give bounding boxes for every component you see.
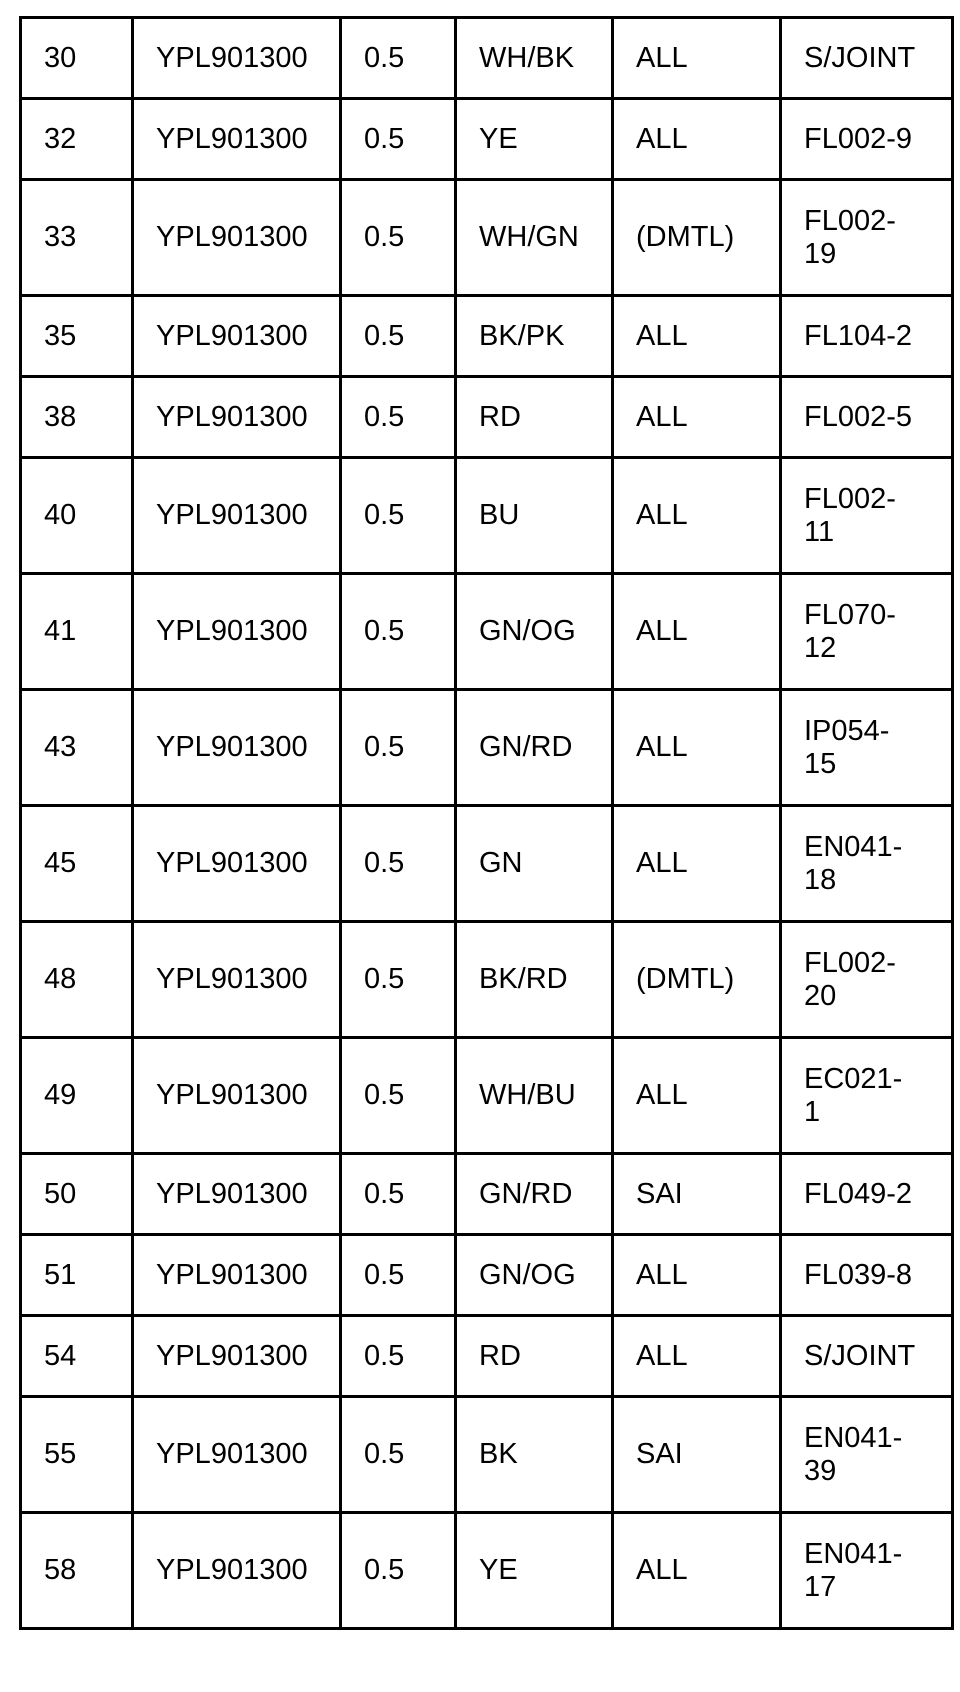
part-number-cell: YPL901300 [133, 806, 341, 922]
wire-color-cell: RD [456, 377, 613, 458]
part-number-cell: YPL901300 [133, 18, 341, 99]
connector-ref-cell: FL070- 12 [781, 574, 953, 690]
table-row [21, 1513, 953, 1629]
table-row [21, 1397, 953, 1513]
connector-ref-cell: IP054- 15 [781, 690, 953, 806]
part-number-cell: YPL901300 [133, 690, 341, 806]
table-row [21, 574, 953, 690]
wire-number-cell: 38 [21, 377, 133, 458]
connector-ref-cell: EN041- 39 [781, 1397, 953, 1513]
table-row [21, 922, 953, 1038]
connector-ref-cell: FL002-9 [781, 99, 953, 180]
wire-color-cell: GN/RD [456, 1154, 613, 1235]
table-row [21, 1316, 953, 1397]
part-number-cell: YPL901300 [133, 1397, 341, 1513]
connector-ref-cell: FL002- 20 [781, 922, 953, 1038]
wire-size-cell: 0.5 [341, 377, 456, 458]
wire-size-cell: 0.5 [341, 18, 456, 99]
part-number-cell: YPL901300 [133, 574, 341, 690]
variant-cell: ALL [613, 99, 781, 180]
wire-size-cell: 0.5 [341, 1154, 456, 1235]
table-row [21, 99, 953, 180]
variant-cell: (DMTL) [613, 180, 781, 296]
part-number-cell: YPL901300 [133, 1154, 341, 1235]
wire-size-cell: 0.5 [341, 690, 456, 806]
part-number-cell: YPL901300 [133, 1316, 341, 1397]
wire-number-cell: 50 [21, 1154, 133, 1235]
connector-ref-cell: S/JOINT [781, 1316, 953, 1397]
wire-size-cell: 0.5 [341, 99, 456, 180]
connector-ref-cell: S/JOINT [781, 18, 953, 99]
wire-size-cell: 0.5 [341, 296, 456, 377]
wire-size-cell: 0.5 [341, 458, 456, 574]
wire-color-cell: WH/BU [456, 1038, 613, 1154]
table-row [21, 806, 953, 922]
wire-color-cell: WH/BK [456, 18, 613, 99]
wire-number-cell: 35 [21, 296, 133, 377]
wire-number-cell: 54 [21, 1316, 133, 1397]
wire-color-cell: GN [456, 806, 613, 922]
connector-ref-cell: FL002- 19 [781, 180, 953, 296]
wire-table-sheet [19, 16, 951, 1630]
table-row [21, 377, 953, 458]
part-number-cell: YPL901300 [133, 1513, 341, 1629]
variant-cell: ALL [613, 1513, 781, 1629]
connector-ref-cell: FL039-8 [781, 1235, 953, 1316]
wire-color-cell: RD [456, 1316, 613, 1397]
connector-ref-cell: EN041- 17 [781, 1513, 953, 1629]
variant-cell: SAI [613, 1154, 781, 1235]
variant-cell: ALL [613, 296, 781, 377]
wire-table [19, 16, 954, 1630]
wire-size-cell: 0.5 [341, 1513, 456, 1629]
wire-number-cell: 51 [21, 1235, 133, 1316]
wire-color-cell: BK/PK [456, 296, 613, 377]
wire-color-cell: YE [456, 99, 613, 180]
variant-cell: ALL [613, 1316, 781, 1397]
wire-size-cell: 0.5 [341, 574, 456, 690]
wire-color-cell: GN/RD [456, 690, 613, 806]
connector-ref-cell: FL002-5 [781, 377, 953, 458]
wire-number-cell: 33 [21, 180, 133, 296]
wire-number-cell: 41 [21, 574, 133, 690]
table-row [21, 180, 953, 296]
wire-number-cell: 43 [21, 690, 133, 806]
wire-number-cell: 58 [21, 1513, 133, 1629]
wire-number-cell: 32 [21, 99, 133, 180]
table-row [21, 1038, 953, 1154]
variant-cell: ALL [613, 458, 781, 574]
wire-number-cell: 49 [21, 1038, 133, 1154]
wire-color-cell: GN/OG [456, 1235, 613, 1316]
variant-cell: ALL [613, 690, 781, 806]
variant-cell: ALL [613, 1038, 781, 1154]
part-number-cell: YPL901300 [133, 1038, 341, 1154]
connector-ref-cell: EC021- 1 [781, 1038, 953, 1154]
wire-size-cell: 0.5 [341, 1038, 456, 1154]
wire-color-cell: BU [456, 458, 613, 574]
variant-cell: ALL [613, 18, 781, 99]
part-number-cell: YPL901300 [133, 296, 341, 377]
part-number-cell: YPL901300 [133, 99, 341, 180]
variant-cell: ALL [613, 574, 781, 690]
wire-size-cell: 0.5 [341, 1316, 456, 1397]
variant-cell: ALL [613, 1235, 781, 1316]
variant-cell: SAI [613, 1397, 781, 1513]
wire-number-cell: 45 [21, 806, 133, 922]
connector-ref-cell: FL104-2 [781, 296, 953, 377]
table-row [21, 1235, 953, 1316]
part-number-cell: YPL901300 [133, 180, 341, 296]
wire-size-cell: 0.5 [341, 806, 456, 922]
part-number-cell: YPL901300 [133, 1235, 341, 1316]
variant-cell: ALL [613, 806, 781, 922]
variant-cell: (DMTL) [613, 922, 781, 1038]
wire-size-cell: 0.5 [341, 922, 456, 1038]
wire-number-cell: 55 [21, 1397, 133, 1513]
wire-number-cell: 30 [21, 18, 133, 99]
connector-ref-cell: FL002- 11 [781, 458, 953, 574]
wire-table-body [21, 18, 953, 1629]
connector-ref-cell: EN041- 18 [781, 806, 953, 922]
wire-color-cell: YE [456, 1513, 613, 1629]
wire-number-cell: 48 [21, 922, 133, 1038]
wire-size-cell: 0.5 [341, 180, 456, 296]
variant-cell: ALL [613, 377, 781, 458]
part-number-cell: YPL901300 [133, 377, 341, 458]
table-row [21, 690, 953, 806]
wire-color-cell: WH/GN [456, 180, 613, 296]
wire-color-cell: BK/RD [456, 922, 613, 1038]
wire-size-cell: 0.5 [341, 1397, 456, 1513]
wire-size-cell: 0.5 [341, 1235, 456, 1316]
wire-color-cell: GN/OG [456, 574, 613, 690]
table-row [21, 458, 953, 574]
wire-color-cell: BK [456, 1397, 613, 1513]
part-number-cell: YPL901300 [133, 458, 341, 574]
table-row [21, 18, 953, 99]
part-number-cell: YPL901300 [133, 922, 341, 1038]
wire-number-cell: 40 [21, 458, 133, 574]
table-row [21, 1154, 953, 1235]
table-row [21, 296, 953, 377]
connector-ref-cell: FL049-2 [781, 1154, 953, 1235]
